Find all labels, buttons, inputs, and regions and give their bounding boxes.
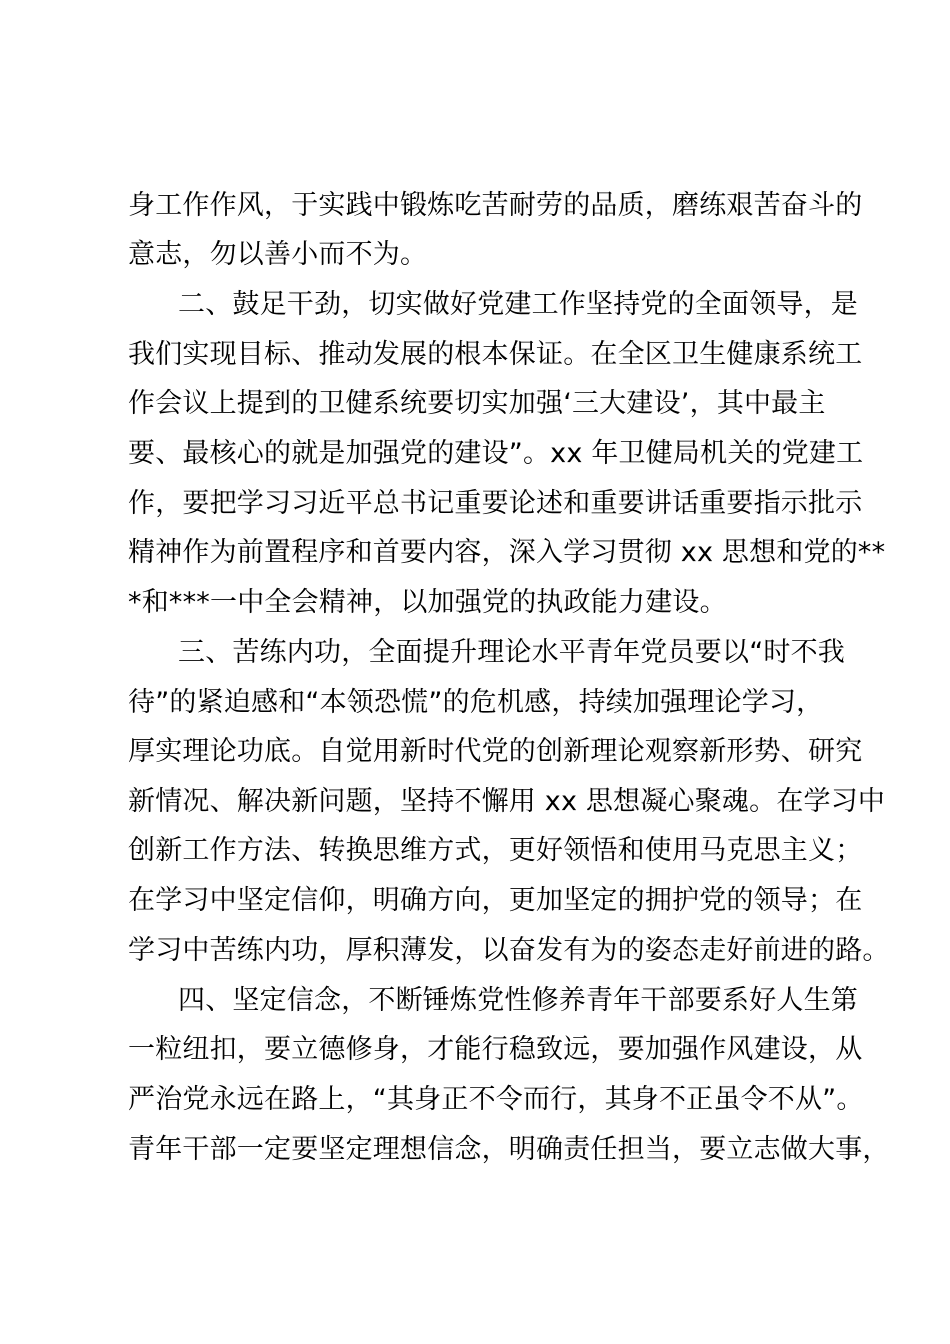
text-line-2: 意志，勿以善小而不为。 bbox=[128, 239, 428, 270]
paragraph-3-line-1: 三、苦练内功，全面提升理论水平青年党员要以“时不我 bbox=[178, 637, 845, 668]
paragraph-4-line-1: 四、坚定信念，不断锤炼党性修养青年干部要系好人生第 bbox=[178, 985, 858, 1016]
text-line-18: 一粒纽扣，要立德修身，才能行稳致远，要加强作风建设，从 bbox=[128, 1034, 863, 1065]
text-line-14: 创新工作方法、转换思维方式，更好领悟和使用马克思主义； bbox=[128, 835, 863, 866]
text-line-13: 新情况、解决新问题，坚持不懈用 xx 思想凝心聚魂。在学习中 bbox=[128, 786, 886, 817]
text-line-4: 我们实现目标、推动发展的根本保证。在全区卫生健康系统工 bbox=[128, 339, 863, 370]
text-line-11: 待”的紧迫感和“本领恐慌”的危机感，持续加强理论学习， bbox=[128, 687, 824, 718]
text-line-15: 在学习中坚定信仰，明确方向，更加坚定的拥护党的领导；在 bbox=[128, 885, 863, 916]
text-line-6: 要、最核心的就是加强党的建设”。xx 年卫健局机关的党建工 bbox=[128, 438, 864, 469]
text-line-16: 学习中苦练内功，厚积薄发，以奋发有为的姿态走好前进的路。 bbox=[128, 935, 890, 966]
text-line-12: 厚实理论功底。自觉用新时代党的创新理论观察新形势、研究 bbox=[128, 736, 863, 767]
text-line-5: 作会议上提到的卫健系统要切实加强‘三大建设’，其中最主 bbox=[128, 388, 826, 419]
text-line-1: 身工作作风，于实践中锻炼吃苦耐劳的品质，磨练艰苦奋斗的 bbox=[128, 190, 863, 221]
text-line-8: 精神作为前置程序和首要内容，深入学习贯彻 xx 思想和党的** bbox=[128, 537, 886, 568]
paragraph-2-line-1: 二、鼓足干劲，切实做好党建工作坚持党的全面领导，是 bbox=[178, 289, 858, 320]
text-line-7: 作，要把学习习近平总书记重要论述和重要讲话重要指示批示 bbox=[128, 488, 863, 519]
text-line-9: *和***一中全会精神，以加强党的执政能力建设。 bbox=[128, 587, 727, 618]
text-line-20: 青年干部一定要坚定理想信念，明确责任担当，要立志做大事， bbox=[128, 1134, 890, 1165]
text-line-19: 严治党永远在路上，“其身正不令而行，其身不正虽令不从”。 bbox=[128, 1084, 864, 1115]
